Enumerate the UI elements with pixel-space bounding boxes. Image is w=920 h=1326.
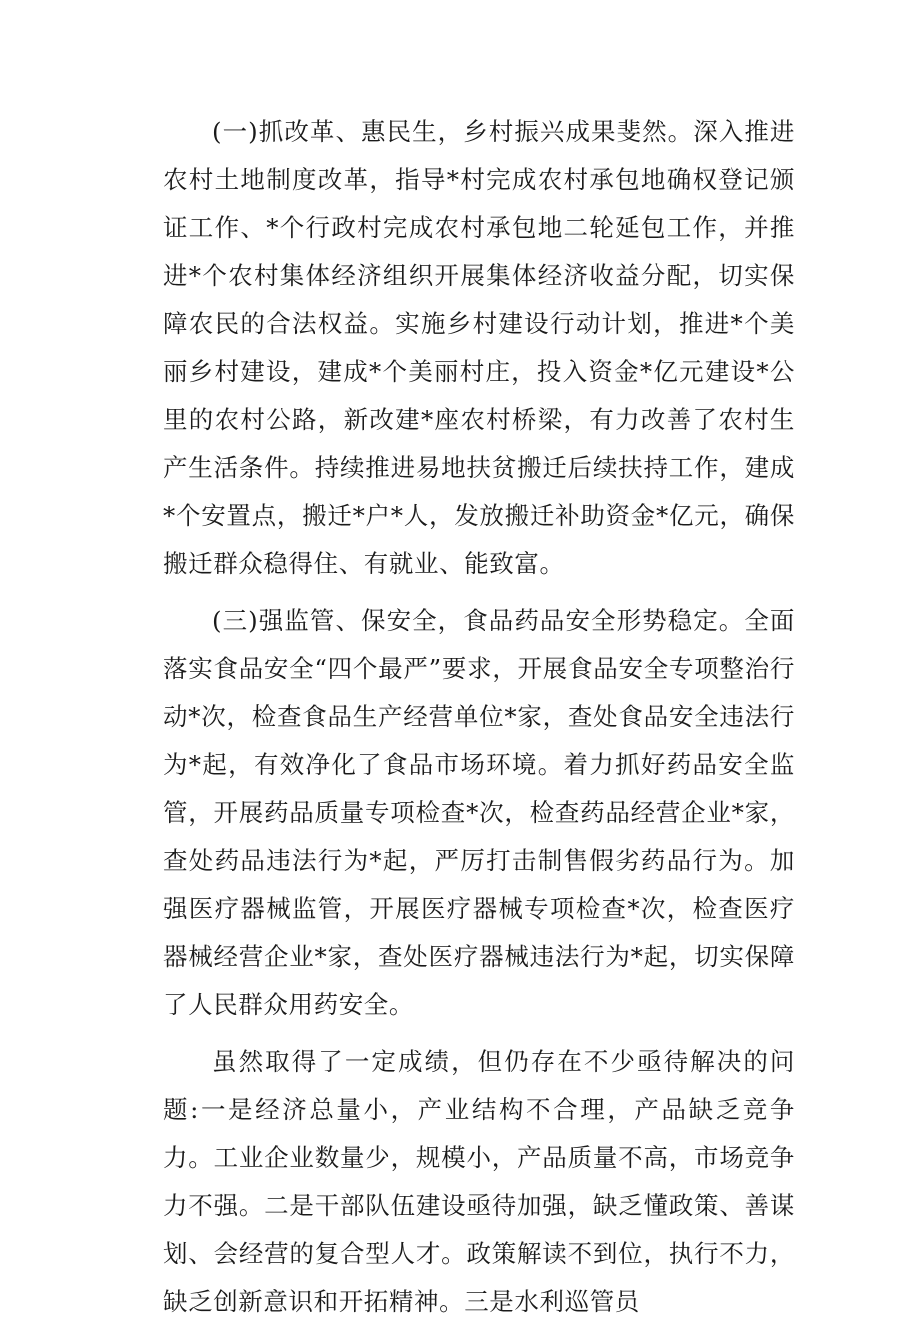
document-body [163,108,795,1326]
paragraph-existing-problems: 虽然取得了一定成绩，但仍存在不少亟待解决的问题:一是经济总量小，产业结构不合理，产品缺乏竞争力。工业企业数量少，规模小，产品质量不高，市场竞争力不强。二是干部队伍建设亟待加强，缺乏懂政策、善谋划、会经营的复合型人才。政策解读不到位，执行不力，缺乏创新意识和开拓精神。三是水利巡管员 [163,1047,795,1316]
paragraph-rural-revitalization: (一)抓改革、惠民生，乡村振兴成果斐然。深入推进农村土地制度改革，指导*村完成农村承包地确权登记颁证工作、*个行政村完成农村承包地二轮延包工作，并推进*个农村集体经济组织开展集体经济收益分配，切实保障农民的合法权益。实施乡村建设行动计划，推进*个美丽乡村建设，建成*个美丽村庄，投入资金*亿元建设*公里的农村公路，新改建*座农村桥梁，有力改善了农村生产生活条件。持续推进易地扶贫搬迁后续扶持工作，建成*个安置点，搬迁*户*人，发放搬迁补助资金*亿元，确保搬迁群众稳得住、有就业、能致富。 [163,117,795,578]
paragraph-food-drug-safety: (三)强监管、保安全，食品药品安全形势稳定。全面落实食品安全“四个最严”要求，开展食品安全专项整治行动*次，检查食品生产经营单位*家，查处食品安全违法行为*起，有效净化了食品市场环境。着力抓好药品安全监管，开展药品质量专项检查*次，检查药品经营企业*家，查处药品违法行为*起，严厉打击制售假劣药品行为。加强医疗器械监管，开展医疗器械专项检查*次，检查医疗器械经营企业*家，查处医疗器械违法行为*起，切实保障了人民群众用药安全。 [163,606,795,1019]
